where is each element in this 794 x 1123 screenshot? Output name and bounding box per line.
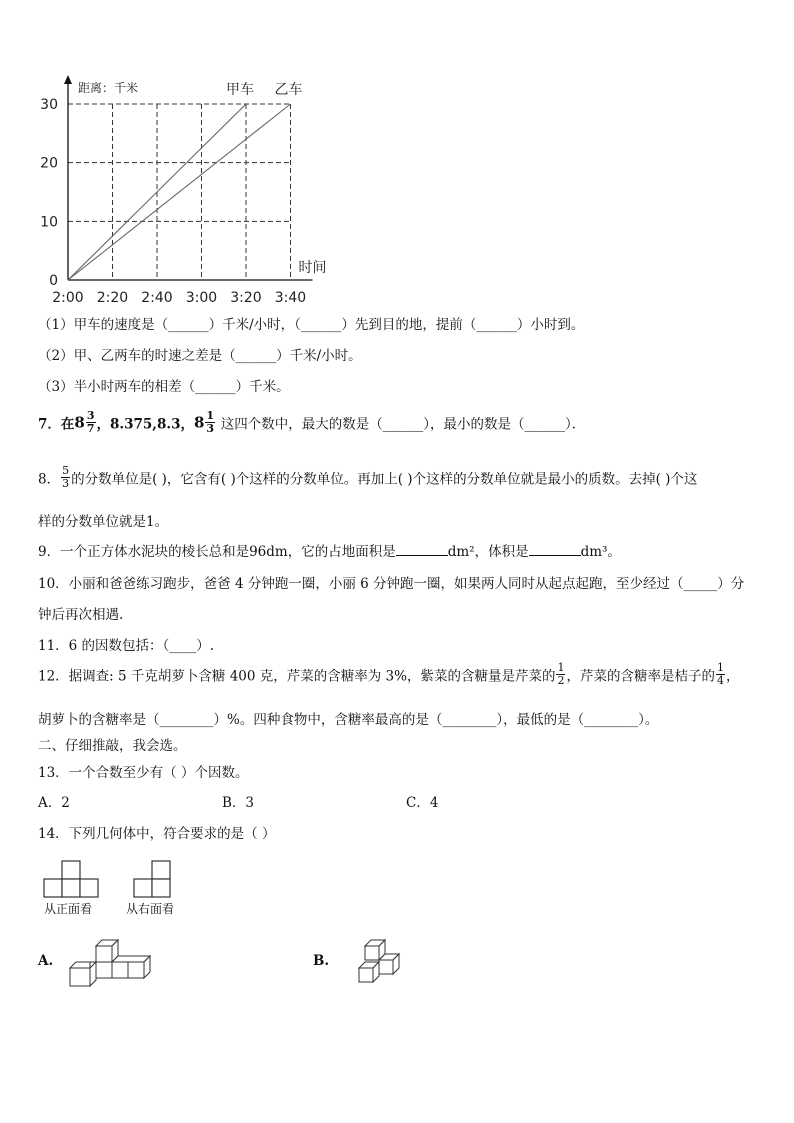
q12-fraction2 <box>716 662 725 687</box>
q7-prefix: 7．在 <box>38 416 75 433</box>
q12-text-c: ， <box>725 668 740 685</box>
right-view-label: 从右面看 <box>126 902 175 916</box>
q8-prefix: 8． <box>38 471 61 488</box>
series-label-1: 甲车 <box>226 82 254 98</box>
q7-fraction1-den: 7 <box>86 422 95 435</box>
q8-fraction-num: 5 <box>62 464 70 477</box>
q7-suffix: 这四个数中，最大的数是（______），最小的数是（______）． <box>220 416 586 433</box>
q9-blank-area <box>396 543 448 556</box>
q9-blank-volume <box>529 543 581 556</box>
x-tick-4: 3:20 <box>230 290 262 306</box>
right-view-figure <box>133 860 173 898</box>
y-tick-20: 20 <box>40 155 58 172</box>
q14-option-b-label[interactable]: B. <box>313 953 330 969</box>
q7-fraction2-num: 1 <box>206 409 215 422</box>
q7 <box>38 410 585 435</box>
q6-part1: （1）甲车的速度是（______）千米/小时，（______）先到目的地，提前（______）小时到。 <box>38 317 585 333</box>
q14-option-a-label[interactable]: A. <box>38 953 54 969</box>
q9-text-a: 9．一个正方体水泥块的棱长总和是96dm，它的占地面积是 <box>38 544 396 560</box>
q8-fraction-den: 3 <box>62 477 70 490</box>
series-label-2: 乙车 <box>274 82 303 98</box>
series-line-2 <box>68 104 291 280</box>
q14: 14．下列几何体中，符合要求的是（ ） <box>38 826 276 842</box>
q12-fraction1-den: 2 <box>557 674 565 687</box>
q14-option-a-figure[interactable] <box>68 938 156 988</box>
y-axis-label: 距离：千米 <box>78 81 139 95</box>
q7-fraction1-whole: 8 <box>74 413 85 432</box>
q7-fraction2-den: 3 <box>206 422 215 435</box>
q14-option-b-figure[interactable] <box>355 938 405 986</box>
x-tick-0: 2:00 <box>52 290 84 306</box>
y-tick-10: 10 <box>40 214 58 231</box>
q6-part2: （2）甲、乙两车的时速之差是（______）千米/小时。 <box>38 348 362 364</box>
q12-line2: 胡萝卜的含糖率是（________）%。四种食物中，含糖率最高的是（________），最低的是（________）。 <box>38 712 659 728</box>
q12-text-a: 12．据调查: 5 千克胡萝卜含糖 400 克，芹菜的含糖率为 3%，紫菜的含糖量是芹菜的 <box>38 668 556 685</box>
y-tick-30: 30 <box>40 97 58 113</box>
q8-text: 的分数单位是( )，它含有( )个这样的分数单位。再加上( )个这样的分数单位就是最小的质数。去掉( )个这 <box>71 471 698 488</box>
q8-line2: 样的分数单位就是1。 <box>38 514 169 530</box>
q10-line1: 10．小丽和爸爸练习跑步，爸爸 4 分钟跑一圈，小丽 6 分钟跑一圈，如果两人同时从起点起跑，至少经过（_____）分 <box>38 576 745 592</box>
q8-fraction <box>61 465 70 490</box>
front-view-figure <box>43 860 101 898</box>
q9-text-b: dm²，体积是 <box>447 544 529 560</box>
q11: 11．6 的因数包括：（____）. <box>38 638 215 654</box>
q12-text-b: ，芹菜的含糖率是桔子的 <box>566 668 715 685</box>
front-view-label: 从正面看 <box>44 902 93 916</box>
q6-part3: （3）半小时两车的相差（______）千米。 <box>38 379 290 395</box>
q12-fraction1 <box>556 662 565 687</box>
q13: 13．一个合数至少有（ ）个因数。 <box>38 765 249 781</box>
q12-fraction2-den: 4 <box>716 674 724 687</box>
q8 <box>38 465 697 490</box>
chart-series <box>68 104 291 280</box>
q12-fraction2-num: 1 <box>716 661 724 674</box>
distance-time-chart <box>30 72 340 312</box>
q7-fraction2-whole: 8 <box>193 413 205 432</box>
x-tick-5: 3:40 <box>274 290 307 306</box>
q12-line1 <box>38 662 739 687</box>
q13-option-c[interactable]: C．4 <box>406 795 439 811</box>
x-tick-2: 2:40 <box>141 290 173 306</box>
chart-labels <box>40 80 326 306</box>
y-axis-arrow <box>64 75 72 84</box>
q9-text-c: dm³。 <box>580 544 621 560</box>
q13-option-b[interactable]: B．3 <box>222 795 255 811</box>
q7-fraction1 <box>86 410 96 435</box>
q12-fraction1-num: 1 <box>557 661 565 674</box>
q9 <box>38 540 621 560</box>
chart-axes <box>64 75 313 280</box>
q10-line2: 钟后再次相遇. <box>38 607 124 623</box>
x-tick-1: 2:20 <box>96 290 129 306</box>
q7-fraction2 <box>205 410 215 435</box>
x-axis-label: 时间 <box>298 260 327 276</box>
q7-fraction1-num: 3 <box>86 409 95 422</box>
q7-mid: ，8.375,8.3， <box>96 416 194 433</box>
y-tick-0: 0 <box>49 273 58 289</box>
x-tick-3: 3:00 <box>185 290 218 306</box>
q13-option-a[interactable]: A．2 <box>38 795 70 811</box>
section-2-heading: 二、仔细推敲，我会选。 <box>38 738 187 754</box>
